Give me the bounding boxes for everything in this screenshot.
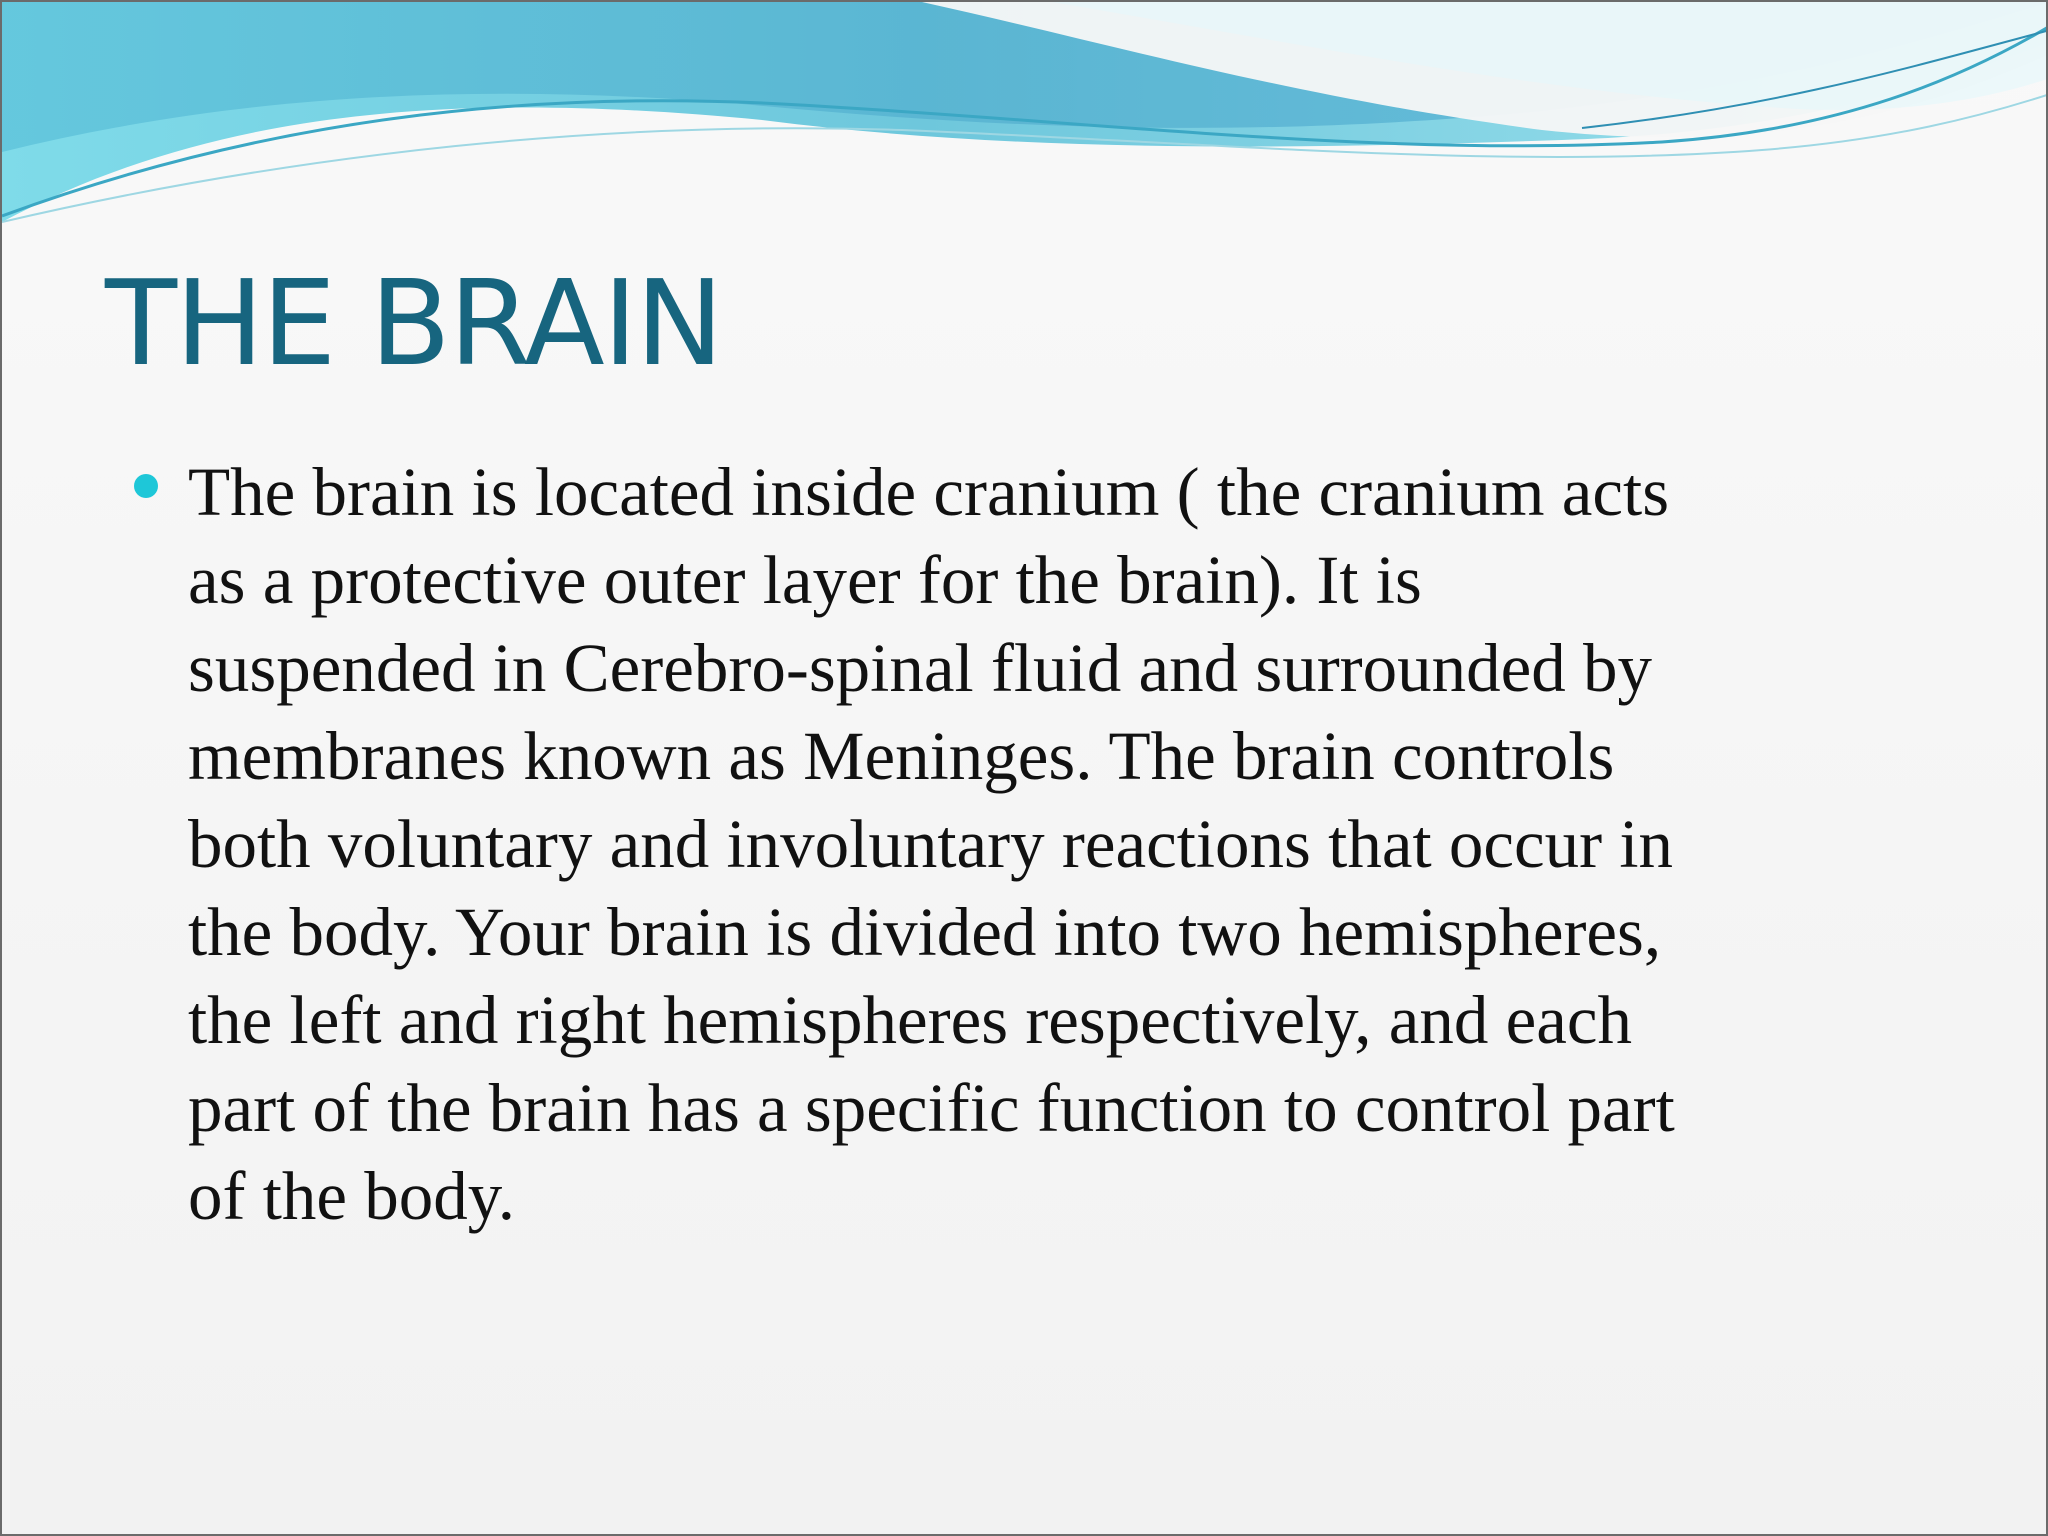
- slide-title: THE BRAIN: [105, 254, 722, 392]
- bullet-item: [128, 448, 1918, 1240]
- bullet-text: The brain is located inside cranium ( the cranium acts as a protective outer layer for the brain). It is suspended in Cerebro-spinal fluid and surrounded by membranes known as Meninges. The brain controls both voluntary and involuntary reactions that occur in the body. Your brain is divided into two hemispheres, the left and right hemispheres respectively, and each part of the brain has a specific function to control part of the body.: [188, 454, 1675, 1234]
- bullet-dot-icon: [134, 474, 158, 498]
- header-wave-decoration: [2, 2, 2048, 242]
- bullet-list: [128, 448, 1918, 1240]
